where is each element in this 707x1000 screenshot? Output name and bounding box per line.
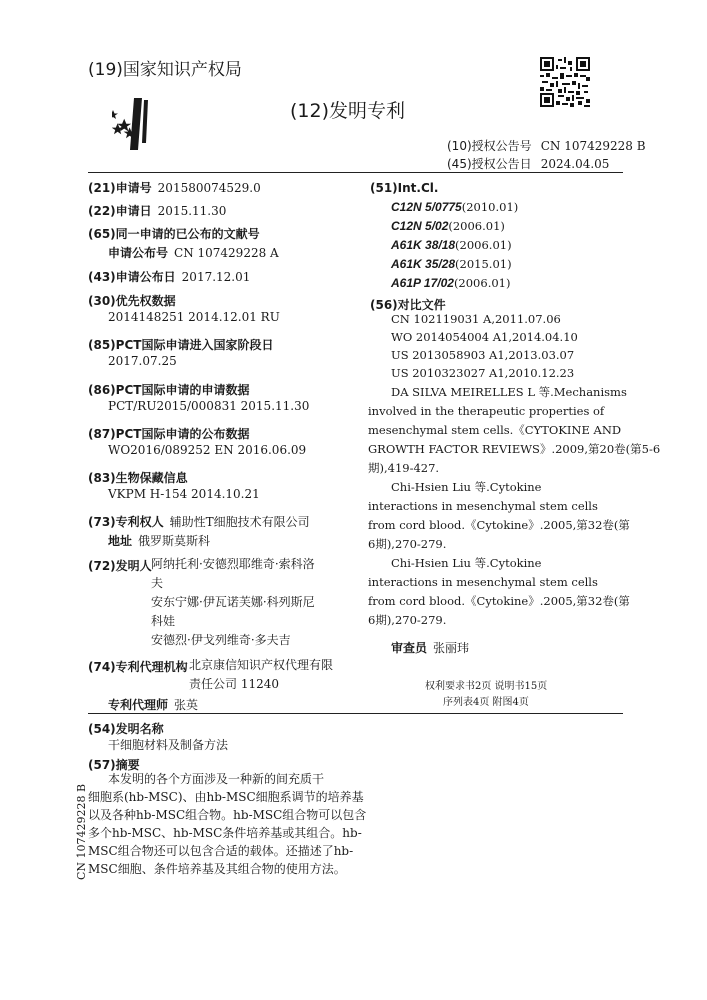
ipc-entry [391,234,512,253]
examiner-label: 审查员 [391,641,428,655]
int-cl-label: (51)Int.Cl. [370,181,439,195]
address-label: 地址 [108,534,133,548]
reference-line: from cord blood.《Cytokine》.2005,第32卷(第 [368,518,630,532]
address-row [108,530,210,549]
inventor-line: 科娃 [151,614,176,628]
inventors-label: (72)发明人 [88,559,152,573]
ipc-version: (2006.01) [453,276,511,290]
page-count-line: 序列表4页 附图4页 [443,697,529,708]
ipc-version: (2006.01) [455,238,512,252]
pct-publication-label: (87)PCT国际申请的公布数据 [88,427,250,441]
application-number-row [88,177,261,196]
abstract-line: 以及各种hb-MSC组合物。hb-MSC组合物可以包含 [88,808,367,822]
top-divider [88,172,623,173]
cnipa-emblem-icon [112,95,182,155]
ipc-code: C12N 5/02 [391,219,449,233]
reference-line: GROWTH FACTOR REVIEWS》.2009,第20卷(第5-6 [368,442,661,456]
application-number: 201580074529.0 [157,181,261,195]
ipc-code: A61K 35/28 [391,257,456,271]
qr-code-icon [540,57,590,107]
biodeposit-row [88,467,188,486]
reference-line: involved in the therapeutic properties of [368,404,605,418]
agent-row [108,694,198,713]
agency-line: 北京康信知识产权代理有限 [189,658,334,672]
pct-publication-data: WO2016/089252 EN 2016.06.09 [108,443,307,457]
invention-title-label: (54)发明名称 [88,722,164,736]
inventor-line: 夫 [151,576,164,590]
prior-publication-sub-row [108,242,279,261]
ipc-entry [391,196,518,215]
priority-label: (30)优先权数据 [88,294,176,308]
patentee-row [88,511,310,530]
reference-line: 期),419-427. [368,461,440,475]
reference-line: Chi-Hsien Liu 等.Cytokine [391,556,542,570]
patentee-label: (73)专利权人 [88,515,164,529]
prior-publication-label: (65)同一申请的已公布的文献号 [88,227,260,241]
reference-line: WO 2014054004 A1,2014.04.10 [391,330,578,344]
reference-line: 6期),270-279. [368,537,447,551]
abstract-line: 本发明的各个方面涉及一种新的间充质干 [108,772,325,786]
pct-publication-row [88,423,249,442]
patentee: 辅助性T细胞技术有限公司 [169,515,310,529]
invention-title-row [88,718,164,737]
priority-data: 2014148251 2014.12.01 RU [108,310,280,324]
ipc-version: (2015.01) [455,257,512,271]
grant-number: CN 107429228 B [540,139,646,153]
grant-date: 2024.04.05 [540,157,610,171]
application-number-label: (21)申请号 [88,181,152,195]
page-count-line: 权利要求书2页 说明书15页 [425,681,548,692]
ipc-entry [391,253,512,272]
reference-line: from cord blood.《Cytokine》.2005,第32卷(第 [368,594,630,608]
abstract-line: MSC细胞、条件培养基及其组合物的使用方法。 [88,862,346,876]
inventors-row [88,555,152,574]
pct-application-data: PCT/RU2015/000831 2015.11.30 [108,399,310,413]
pct-entry-date: 2017.07.25 [108,354,177,368]
grant-date-row [447,153,609,172]
biodeposit-label: (83)生物保藏信息 [88,471,188,485]
grant-number-label: (10)授权公告号 [447,139,532,153]
agent: 张英 [174,698,199,712]
publication-date-label: (43)申请公布日 [88,270,176,284]
reference-line: 6期),270-279. [368,613,447,627]
abstract-label: (57)摘要 [88,758,140,772]
invention-title: 干细胞材料及制备方法 [108,738,229,752]
application-date-label: (22)申请日 [88,204,152,218]
middle-divider [88,713,623,714]
side-document-number: CN 107429228 B [75,783,88,880]
ipc-version: (2006.01) [448,219,505,233]
grant-date-label: (45)授权公告日 [447,157,532,171]
agency-line: 责任公司 11240 [189,677,279,691]
abstract-line: MSC组合物还可以包含合适的载体。还描述了hb- [88,844,354,858]
inventor-line: 阿纳托利·安德烈耶维奇·索科洛 [151,557,315,571]
issuing-office: (19)国家知识产权局 [88,60,242,80]
agent-label: 专利代理师 [108,698,169,712]
address: 俄罗斯莫斯科 [138,534,211,548]
int-cl-row [370,177,438,196]
publication-date-row [88,266,250,285]
prior-publication-sublabel: 申请公布号 [108,246,169,260]
priority-row [88,290,176,309]
reference-line: interactions in mesenchymal stem cells [368,499,598,513]
publication-date: 2017.12.01 [181,270,251,284]
ipc-entry [391,272,510,291]
pct-entry-label: (85)PCT国际申请进入国家阶段日 [88,338,274,352]
inventor-line: 安德烈·伊戈列维奇·多夫吉 [151,633,291,647]
reference-line: US 2010323027 A1,2010.12.23 [391,366,575,380]
pct-application-row [88,379,249,398]
reference-line: DA SILVA MEIRELLES L 等.Mechanisms [391,385,627,399]
pct-entry-row [88,334,273,353]
application-date: 2015.11.30 [157,204,227,218]
abstract-line: 多个hb-MSC、hb-MSC条件培养基或其组合。hb- [88,826,362,840]
document-type: (12)发明专利 [290,100,406,122]
references-label: (56)对比文件 [370,298,446,312]
biodeposit-data: VKPM H-154 2014.10.21 [108,487,260,501]
prior-publication-row [88,223,260,242]
agency-label: (74)专利代理机构 [88,660,188,674]
ipc-code: C12N 5/0775 [391,200,462,214]
inventor-line: 安东宁娜·伊瓦诺芙娜·科列斯尼 [151,595,315,609]
examiner: 张丽玮 [433,641,470,655]
ipc-entry [391,215,505,234]
reference-line: Chi-Hsien Liu 等.Cytokine [391,480,542,494]
ipc-code: A61P 17/02 [391,276,454,290]
reference-line: CN 102119031 A,2011.07.06 [391,312,561,326]
ipc-code: A61K 38/18 [391,238,456,252]
abstract-line: 细胞系(hb-MSC)、由hb-MSC细胞系调节的培养基 [88,790,364,804]
agency-row [88,656,188,675]
grant-number-row [447,135,646,154]
reference-line: mesenchymal stem cells.《CYTOKINE AND [368,423,622,437]
pct-application-label: (86)PCT国际申请的申请数据 [88,383,250,397]
examiner-row [391,637,469,656]
ipc-version: (2010.01) [461,200,519,214]
prior-publication-number: CN 107429228 A [174,246,279,260]
reference-line: US 2013058903 A1,2013.03.07 [391,348,575,362]
application-date-row [88,200,226,219]
reference-line: interactions in mesenchymal stem cells [368,575,598,589]
